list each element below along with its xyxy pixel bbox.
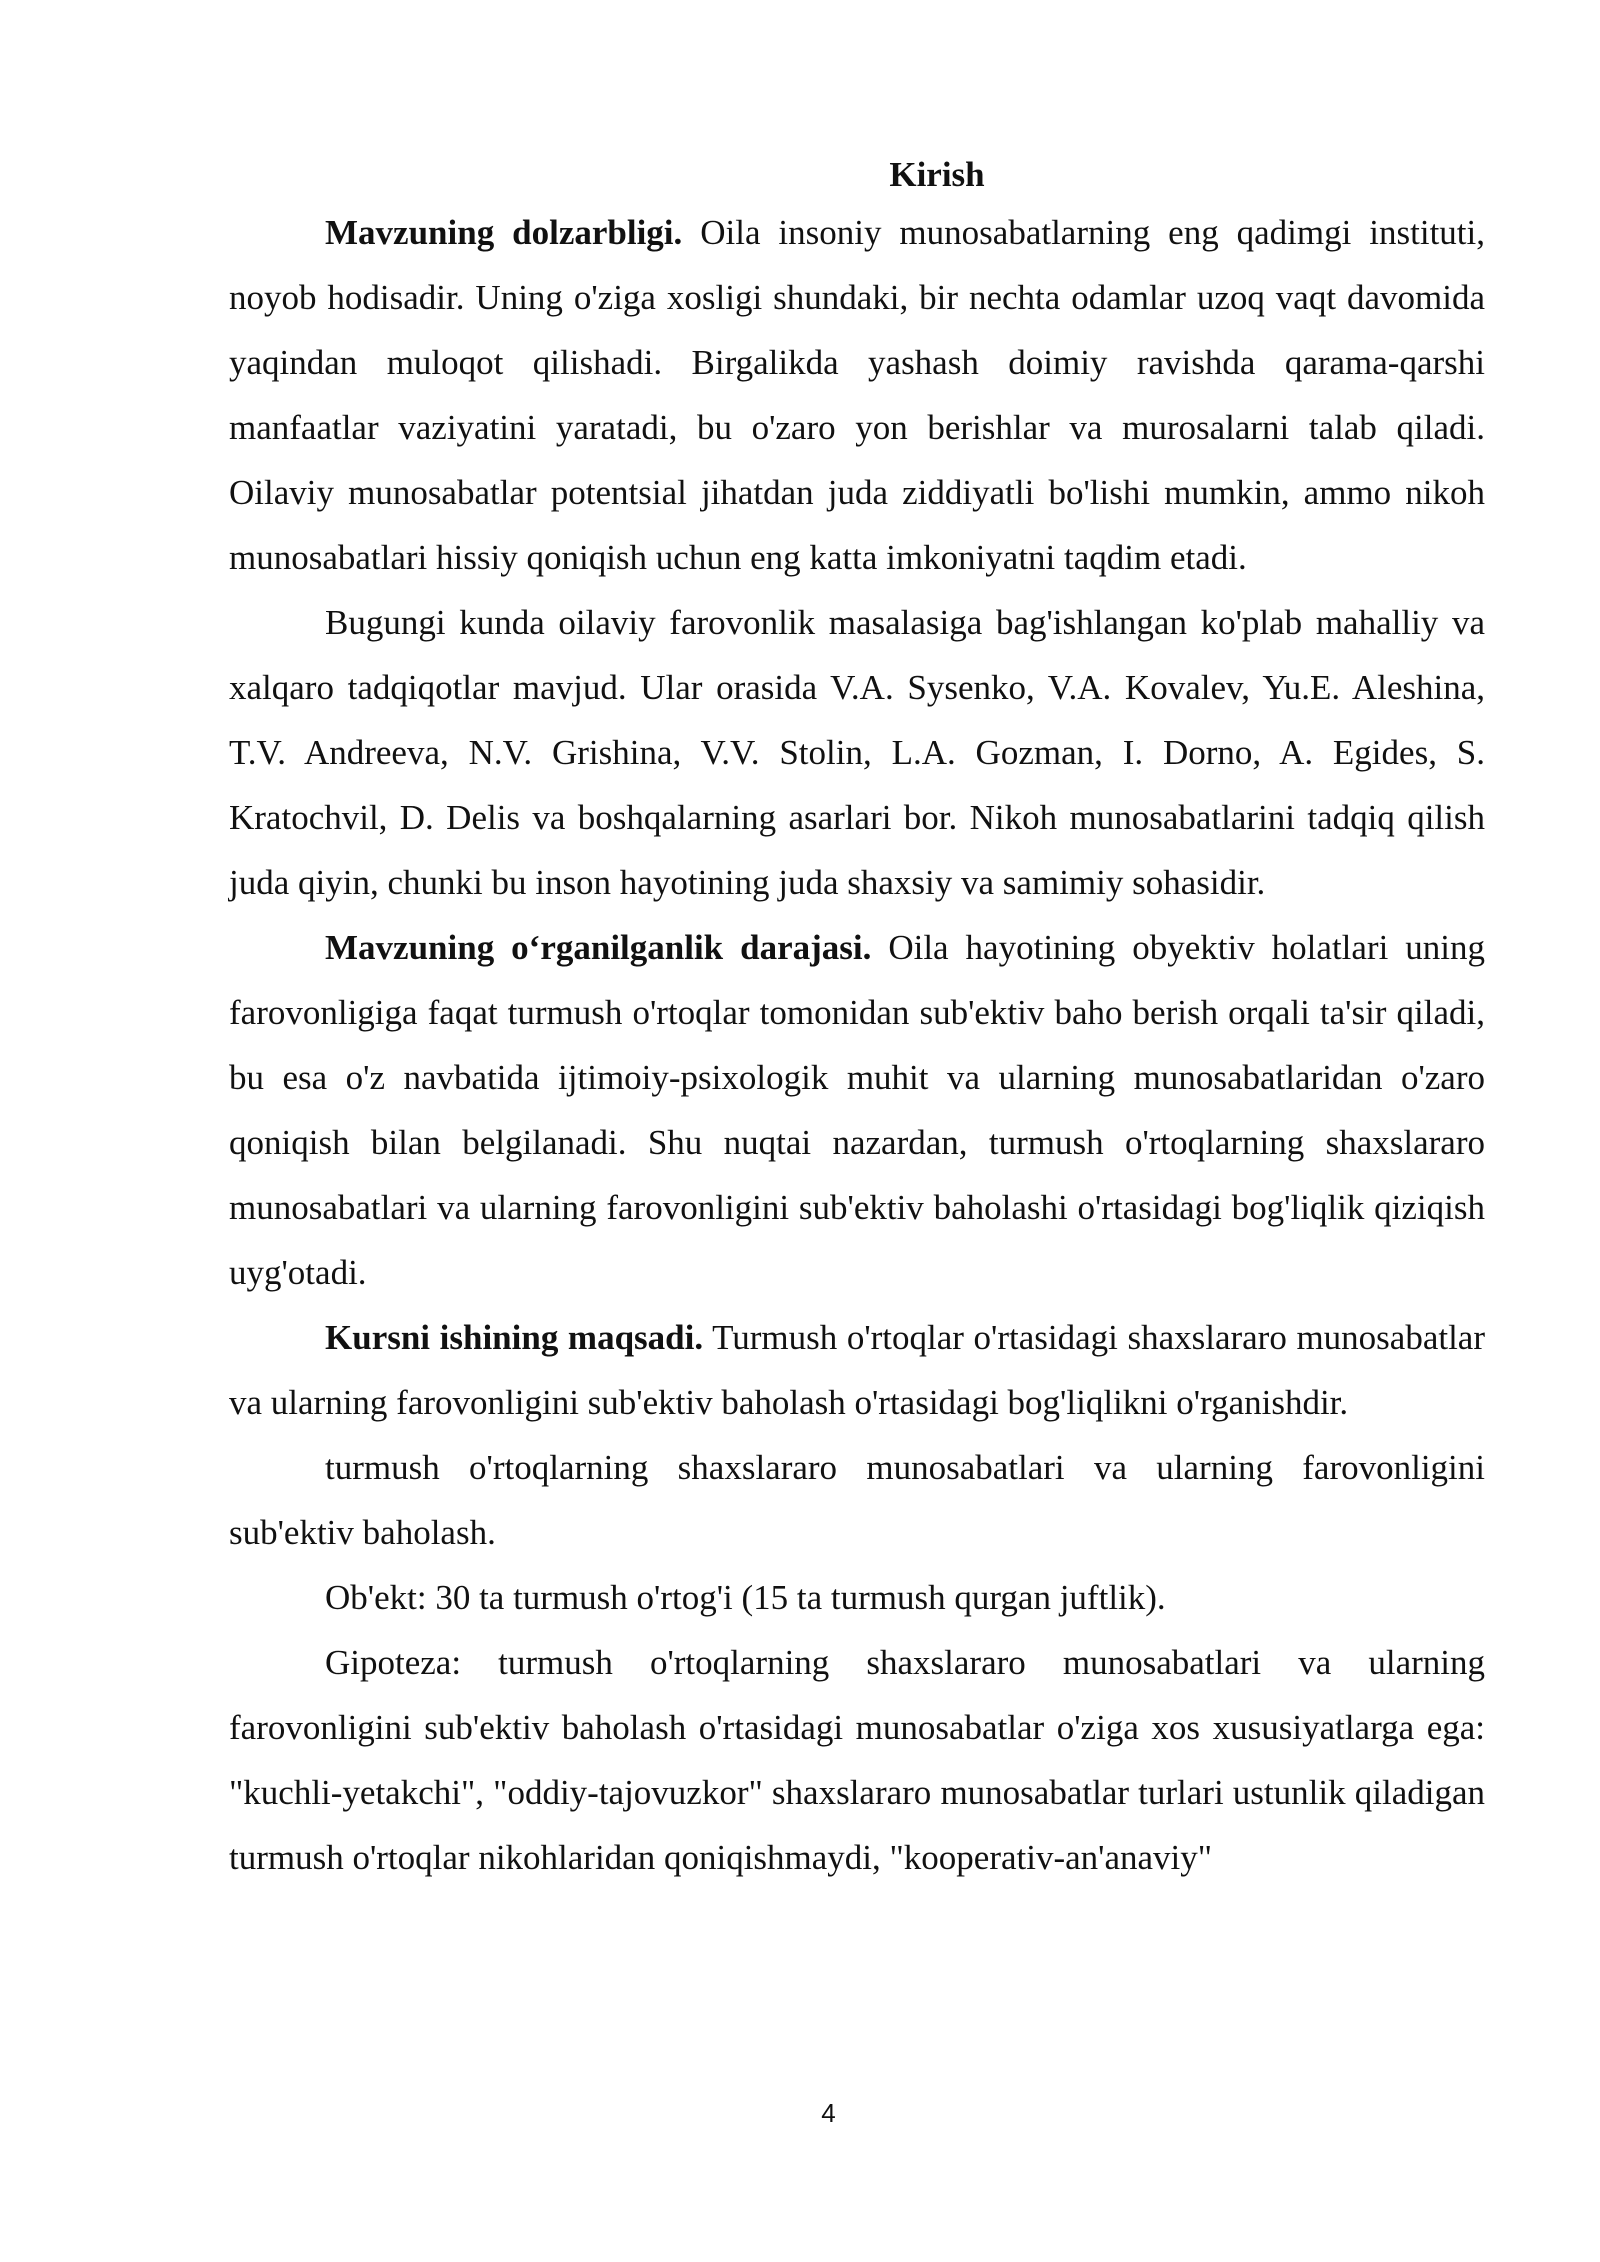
paragraph-subject <box>229 1435 1485 1565</box>
paragraph-object <box>229 1565 1485 1630</box>
paragraph-text: Ob'ekt: 30 ta turmush o'rtog'i (15 ta turmush qurgan juftlik). <box>325 1578 1166 1617</box>
paragraph-text: Oila hayotining obyektiv holatlari uning farovonligiga faqat turmush o'rtoqlar tomonidan sub'ektiv baho berish orqali ta'sir qiladi, bu esa o'z navbatida ijtimoiy-psixologik muhit va ularning munosabatlaridan o'zaro qoniqish bilan belgilanadi. Shu nuqtai nazardan, turmush o'rtoqlarning shaxslararo munosabatlari va ularning farovonligini sub'ektiv baholashi o'rtasidagi bog'liqlik qiziqish uyg'otadi. <box>229 928 1485 1292</box>
paragraph-text: Bugungi kunda oilaviy farovonlik masalasiga bag'ishlangan ko'plab mahalliy va xalqaro tadqiqotlar mavjud. Ular orasida V.A. Sysenko, V.A. Kovalev, Yu.E. Aleshina, T.V. Andreeva, N.V. Grishina, V.V. Stolin, L.A. Gozman, I. Dorno, A. Egides, S. Kratochvil, D. Delis va boshqalarning asarlari bor. Nikoh munosabatlarini tadqiq qilish juda qiyin, chunki bu inson hayotining juda shaxsiy va samimiy sohasidir. <box>229 603 1485 902</box>
paragraph-text: turmush o'rtoqlarning shaxslararo munosabatlari va ularning farovonligini sub'ektiv baholash. <box>229 1448 1485 1552</box>
paragraph-research-overview <box>229 590 1485 915</box>
paragraph-lead: Mavzuning dolzarbligi. <box>325 213 683 252</box>
paragraph-study-degree <box>229 915 1485 1305</box>
page-content <box>229 150 1485 1890</box>
page-title: Kirish <box>889 155 985 194</box>
paragraph-text: Turmush o'rtoqlar o'rtasidagi shaxslararo munosabatlar va ularning farovonligini sub'ektiv baholash o'rtasidagi bog'liqlikni o'rganishdir. <box>229 1318 1485 1422</box>
paragraph-text: Gipoteza: turmush o'rtoqlarning shaxslararo munosabatlari va ularning farovonligini sub'ektiv baholash o'rtasidagi munosabatlar o'ziga xos xususiyatlarga ega: "kuchli-yetakchi", "oddiy-tajovuzkor" shaxslararo munosabatlar turlari ustunlik qiladigan turmush o'rtoqlar nikohlaridan qoniqishmaydi, "kooperativ-an'anaviy" <box>229 1643 1485 1877</box>
paragraph-relevance <box>229 200 1485 590</box>
paragraph-text: Oila insoniy munosabatlarning eng qadimgi instituti, noyob hodisadir. Uning o'ziga xosligi shundaki, bir nechta odamlar uzoq vaqt davomida yaqindan muloqot qilishadi. Birgalikda yashash doimiy ravishda qarama-qarshi manfaatlar vaziyatini yaratadi, bu o'zaro yon berishlar va murosalarni talab qiladi. Oilaviy munosabatlar potentsial jihatdan juda ziddiyatli bo'lishi mumkin, ammo nikoh munosabatlari hissiy qoniqish uchun eng katta imkoniyatni taqdim etadi. <box>229 213 1485 577</box>
paragraph-lead: Kursni ishining maqsadi. <box>325 1318 704 1357</box>
paragraph-lead: Mavzuning oʻrganilganlik darajasi. <box>325 928 872 967</box>
paragraph-hypothesis <box>229 1630 1485 1890</box>
paragraph-goal <box>229 1305 1485 1435</box>
page-number: 4 <box>821 2098 836 2128</box>
